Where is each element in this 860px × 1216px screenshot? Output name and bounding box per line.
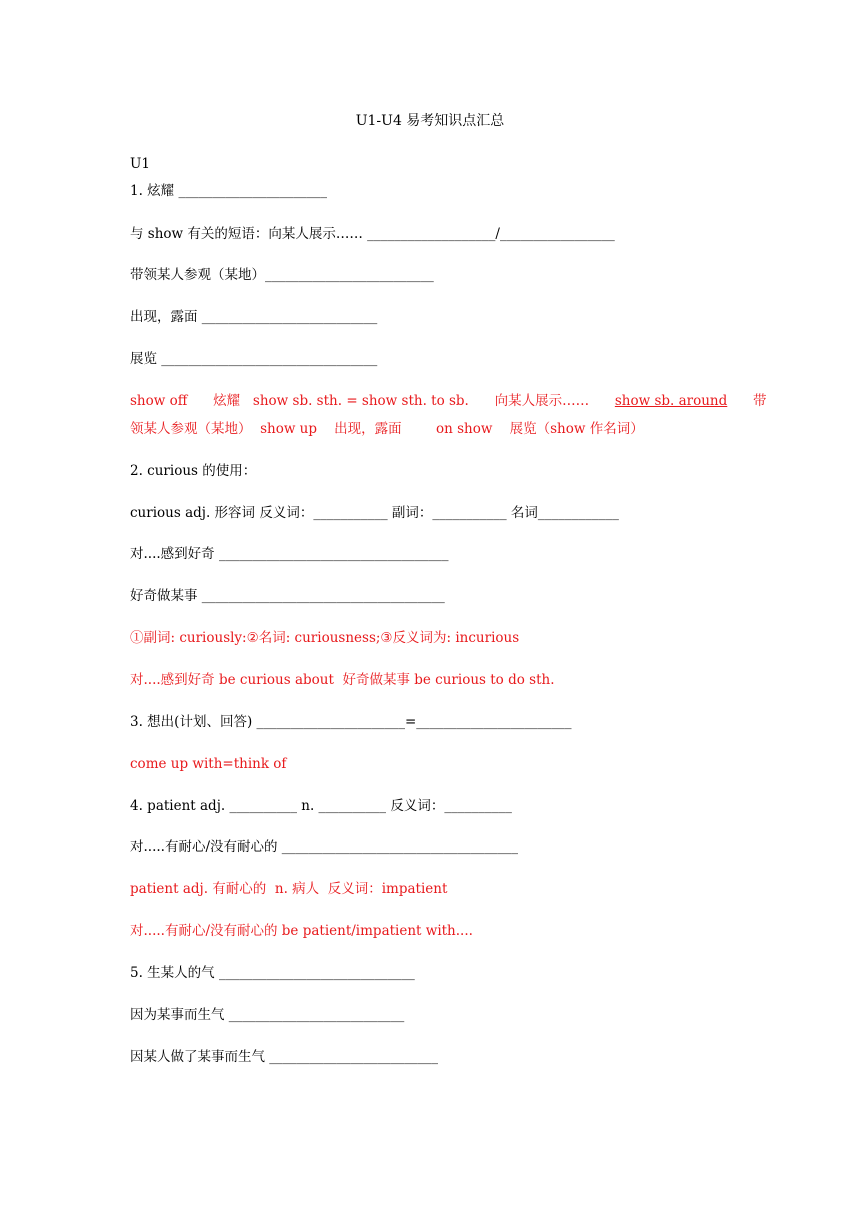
question-2-curious-about: 对....感到好奇 __________________________________ (130, 546, 449, 562)
question-5-about: 因为某事而生气 __________________________ (130, 1007, 405, 1023)
answer-1-text: show off 炫耀 show sb. sth. = show sth. to sb. 向某人展示…… (130, 393, 615, 409)
question-4: 4. patient adj. __________ n. __________ 反义词：__________ (130, 798, 512, 814)
question-2-forms: curious adj. 形容词 反义词：___________ 副词：___________ 名词____________ (130, 505, 619, 521)
answer-4-with: 对.....有耐心/没有耐心的 be patient/impatient with.... (130, 923, 473, 939)
answer-2-forms: ①副词: curiously:②名词: curiousness;③反义词为: incurious (130, 630, 520, 646)
question-1-show-phrases: 与 show 有关的短语：向某人展示…… ___________________/_________________ (130, 226, 615, 242)
page-title: U1-U4 易考知识点汇总 (355, 113, 505, 129)
question-3: 3. 想出(计划、回答) ______________________=_______________________ (130, 714, 572, 730)
question-1-show-around: 带领某人参观（某地）_________________________ (130, 267, 434, 283)
answer-1-line-2: 领某人参观（某地） show up 出现，露面 on show 展览（show 作名词） (130, 421, 644, 437)
question-4-with: 对.....有耐心/没有耐心的 ___________________________________ (130, 839, 519, 855)
question-5-for: 因某人做了某事而生气 _________________________ (130, 1049, 439, 1065)
answer-1-underlined: show sb. around (614, 393, 728, 409)
answer-2-phrases: 对....感到好奇 be curious about 好奇做某事 be curious to do sth. (130, 672, 555, 688)
answer-1-line-1 (130, 392, 767, 410)
answer-1-tail: 带 (727, 393, 767, 409)
unit-heading: U1 (130, 156, 150, 172)
answer-3: come up with=think of (130, 756, 287, 772)
answer-4-forms: patient adj. 有耐心的 n. 病人 反义词：impatient (130, 881, 448, 897)
question-1-show-up: 出现，露面 __________________________ (130, 309, 378, 325)
question-1-on-show: 展览 ________________________________ (130, 351, 378, 367)
question-2: 2. curious 的使用： (130, 463, 257, 479)
question-1: 1. 炫耀 ______________________ (130, 183, 327, 199)
question-2-curious-to: 好奇做某事 ____________________________________ (130, 588, 445, 604)
question-5: 5. 生某人的气 _____________________________ (130, 965, 415, 981)
